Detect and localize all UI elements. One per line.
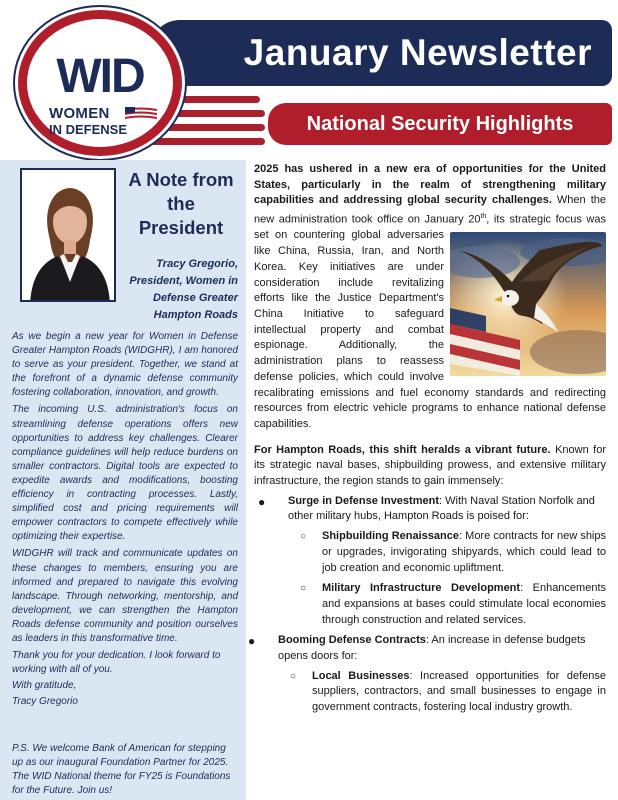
sub-text: : More contracts for new ships or upgrades, invigorating shipyards, which could lead to job creation and economic upliftment. bbox=[322, 530, 606, 574]
impact-list bbox=[248, 494, 606, 716]
flag-icon bbox=[125, 107, 157, 121]
hollow-circle-icon: ○ bbox=[300, 531, 307, 543]
newsletter-title: January Newsletter bbox=[243, 32, 592, 73]
hampton-roads-paragraph bbox=[254, 443, 606, 490]
letter-ps: P.S. We welcome Bank of American for stepping up as our inaugural Foundation Partner for 2025. The WID National theme for FY25 is Foundations for the Future. Join us! bbox=[12, 743, 231, 797]
logo-line2: IN DEFENSE bbox=[49, 122, 128, 137]
sub-text: : Increased opportunities for defense suppliers, contractors, and small businesses to engage in government contracts, fostering local industry growth. bbox=[312, 669, 606, 714]
bullet-text: : An increase in defense budgets opens doors for: bbox=[278, 634, 586, 663]
sub-list bbox=[278, 669, 606, 716]
sub-list-item bbox=[274, 669, 606, 716]
bullet-dot-icon: ● bbox=[258, 494, 266, 509]
hollow-circle-icon: ○ bbox=[300, 583, 307, 595]
intro-bold: 2025 has ushered in a new era of opportunities for the United States, particularly in the realm of strengthening military capabilities and addressing global security challenges. bbox=[254, 163, 606, 207]
main-article bbox=[248, 162, 606, 721]
newsletter-title-bar bbox=[150, 20, 612, 86]
letter-paragraph: WIDGHR will track and communicate updates on these changes to members, ensuring you are informed and prepared to navigate this evolving landscape. Through networking, mentorship, and development, we can strengthen the Hampton Roads defense community and position ourselves as leaders in this transformative time. bbox=[12, 548, 238, 644]
president-signature: Tracy Gregorio, President, Women in Defense Greater Hampton Roads bbox=[129, 258, 238, 321]
eagle-flag-image bbox=[450, 232, 606, 376]
sub-text: : Enhancements and expansions at bases could stimulate local economies through construction and related services. bbox=[322, 582, 606, 626]
bullet-title: Booming Defense Contracts bbox=[278, 634, 426, 647]
intro-pre: When the new administration took office on January 20 bbox=[254, 194, 606, 226]
bullet-text: : With Naval Station Norfolk and other military hubs, Hampton Roads is poised for: bbox=[288, 494, 595, 523]
sub-list-item bbox=[284, 529, 606, 576]
intro-post: , its strategic focus was set on countering global adversaries like China, Russia, Iran, and North Korea. Key initiatives are under consideration include revitalizing efforts like the Justice Department's China Initiative to safeguard intellectual property and combat espionage. Additionally, the administration plans to reassess defense policies, which could involve recalibrating emissions and fuel economy standards and redirecting resources from electric vehicle programs to enhance national defense capabilities. bbox=[254, 213, 606, 430]
list-item bbox=[244, 633, 606, 716]
wid-logo bbox=[18, 10, 182, 156]
president-photo bbox=[20, 168, 116, 302]
para2-bold: For Hampton Roads, this shift heralds a vibrant future. bbox=[254, 443, 551, 456]
president-letter bbox=[12, 330, 238, 711]
letter-closing: With gratitude, bbox=[12, 680, 77, 692]
bullet-title: Surge in Defense Investment bbox=[288, 494, 439, 507]
president-note-sidebar bbox=[0, 160, 246, 800]
letter-closing-name: Tracy Gregorio bbox=[12, 696, 78, 708]
hollow-circle-icon: ○ bbox=[290, 670, 297, 682]
letter-paragraph: The incoming U.S. administration's focus on streamlining defense operations offers new opportunities to address key challenges. Clearer compliance guidelines will help reduce burdens on smaller contractors. Digital tools are expected to expedite awards and modifications, boosting efficiency in contracting processes. Lastly, simplified cost and pricing requirements will empower contractors to compete effectively while optimizing their expertise. bbox=[12, 404, 238, 543]
list-item bbox=[254, 494, 606, 629]
sub-list bbox=[288, 529, 606, 628]
letter-paragraph: As we begin a new year for Women in Defense Greater Hampton Roads (WIDGHR), I am honored to serve as your president. Together, we stand at the forefront of a dynamic defense community fostering collaboration, innovation, and growth. bbox=[12, 331, 238, 399]
para2-rest: Known for its strategic naval bases, shipbuilding prowess, and extensive military infrastructure, the region stands to gain immensely: bbox=[254, 443, 606, 488]
intro-sup: th bbox=[480, 213, 487, 221]
logo-abbr: WID bbox=[56, 50, 144, 103]
logo-line1: WOMEN bbox=[49, 105, 110, 122]
sub-list-item bbox=[284, 581, 606, 628]
sub-title: Local Businesses bbox=[312, 669, 410, 682]
intro-paragraph bbox=[254, 162, 606, 433]
section-banner bbox=[268, 103, 612, 145]
note-title: A Note from the President bbox=[128, 169, 234, 238]
letter-paragraph: Thank you for your dedication. I look forward to working with all of you. bbox=[12, 650, 221, 676]
sub-title: Shipbuilding Renaissance bbox=[322, 530, 459, 543]
section-banner-title: National Security Highlights bbox=[306, 112, 574, 135]
bullet-dot-icon: ● bbox=[248, 634, 256, 649]
sub-title: Military Infrastructure Development bbox=[322, 582, 521, 595]
